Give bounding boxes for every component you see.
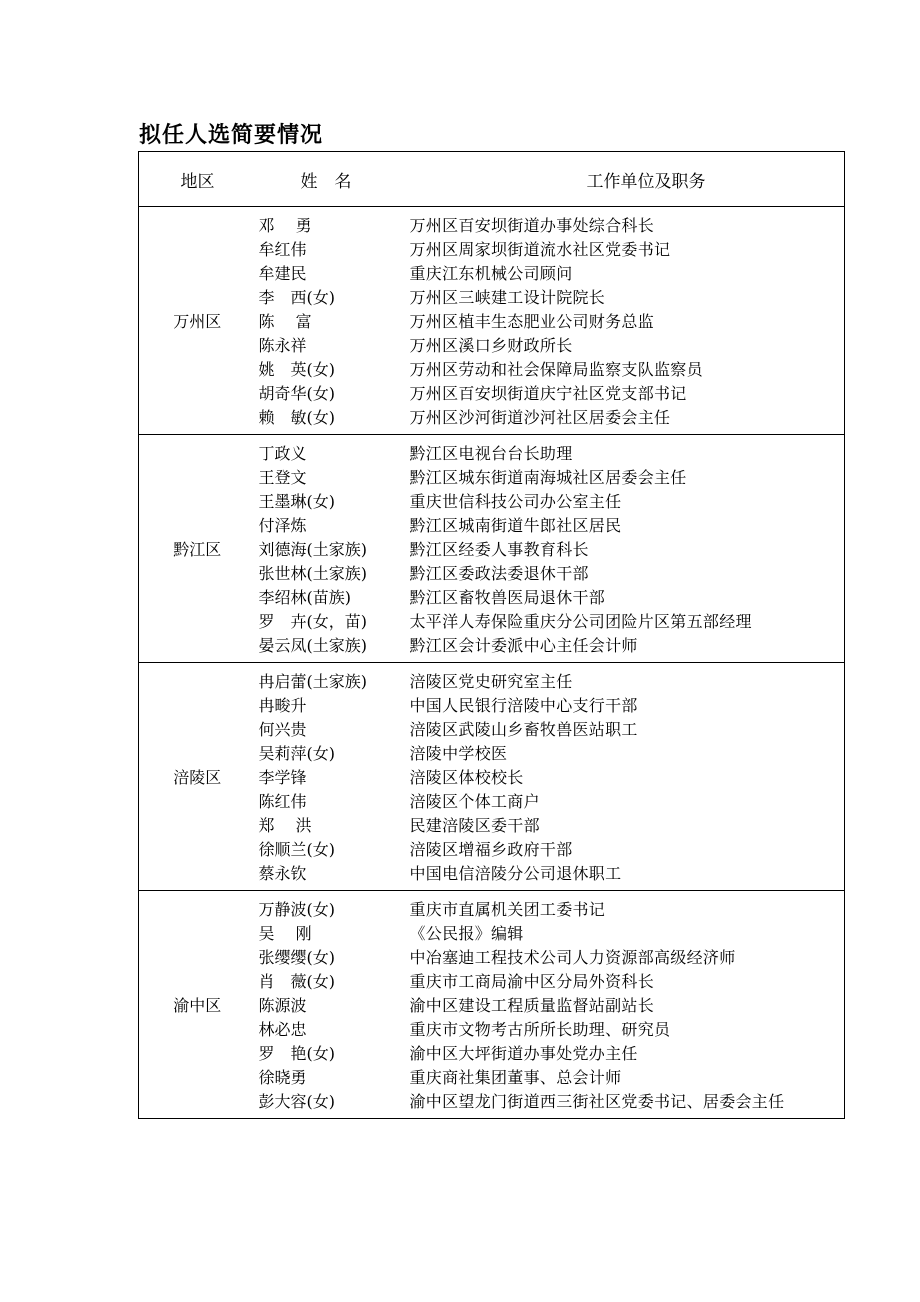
candidate-unit: 涪陵区体校校长: [409, 768, 524, 787]
candidate-name: 付泽炼: [258, 516, 307, 535]
candidate-name: 李 西(女): [258, 288, 335, 307]
candidate-unit: 中国人民银行涪陵中心支行干部: [409, 696, 638, 715]
candidate-unit: 中国电信涪陵分公司退休职工: [409, 864, 622, 883]
candidate-unit: 重庆商社集团董事、总会计师: [409, 1068, 622, 1087]
candidate-unit: 万州区周家坝街道流水社区党委书记: [409, 240, 671, 259]
list-item: [256, 262, 845, 286]
list-item: [256, 406, 845, 430]
candidate-name: 丁政义: [258, 444, 307, 463]
candidate-name: 姚 英(女): [258, 360, 335, 379]
candidate-unit: 涪陵区个体工商户: [409, 792, 540, 811]
candidate-unit: 黔江区电视台台长助理: [409, 444, 573, 463]
candidate-unit: 重庆江东机械公司顾问: [409, 264, 573, 283]
candidate-unit: 涪陵区武陵山乡畜牧兽医站职工: [409, 720, 638, 739]
list-item: [256, 610, 845, 634]
candidate-name: 邓 勇: [258, 216, 312, 235]
region-cell: 黔江区: [139, 435, 256, 663]
list-item: [256, 1042, 845, 1066]
list-item: [256, 286, 845, 310]
region-group: [139, 663, 845, 891]
candidate-name: 李绍林(苗族): [258, 588, 351, 607]
candidate-name: 徐晓勇: [258, 1068, 307, 1087]
member-list-cell: [256, 435, 845, 663]
member-list: [256, 207, 845, 434]
candidate-name: 吴莉萍(女): [258, 744, 335, 763]
candidate-unit: 重庆市文物考古所所长助理、研究员: [409, 1020, 671, 1039]
list-item: [256, 742, 845, 766]
list-item: [256, 310, 845, 334]
candidate-unit: 万州区植丰生态肥业公司财务总监: [409, 312, 655, 331]
list-item: [256, 514, 845, 538]
candidate-unit: 万州区溪口乡财政所长: [409, 336, 573, 355]
list-item: [256, 538, 845, 562]
list-item: [256, 898, 845, 922]
list-item: [256, 814, 845, 838]
list-item: [256, 1018, 845, 1042]
candidate-unit: 涪陵区增福乡政府干部: [409, 840, 573, 859]
table-header: [139, 152, 845, 207]
list-item: [256, 442, 845, 466]
list-item: [256, 694, 845, 718]
candidate-unit: 万州区沙河街道沙河社区居委会主任: [409, 408, 671, 427]
candidate-name: 陈永祥: [258, 336, 307, 355]
list-item: [256, 490, 845, 514]
list-item: [256, 634, 845, 658]
list-item: [256, 334, 845, 358]
region-group: [139, 891, 845, 1119]
candidate-name: 刘德海(土家族): [258, 540, 367, 559]
candidate-name: 林必忠: [258, 1020, 307, 1039]
candidate-name: 赖 敏(女): [258, 408, 335, 427]
candidate-name: 李学锋: [258, 768, 307, 787]
candidate-name: 蔡永钦: [258, 864, 307, 883]
table-body: [139, 207, 845, 1119]
region-cell: 涪陵区: [139, 663, 256, 891]
candidate-unit: 重庆市工商局渝中区分局外资科长: [409, 972, 655, 991]
list-item: [256, 790, 845, 814]
candidate-name: 罗 艳(女): [258, 1044, 335, 1063]
candidate-unit: 民建涪陵区委干部: [409, 816, 540, 835]
candidate-name: 肖 薇(女): [258, 972, 335, 991]
list-item: [256, 718, 845, 742]
candidate-unit: 渝中区望龙门街道西三街社区党委书记、居委会主任: [409, 1092, 785, 1111]
candidate-name: 陈源波: [258, 996, 307, 1015]
list-item: [256, 238, 845, 262]
candidate-name: 何兴贵: [258, 720, 307, 739]
candidate-unit: 《公民报》编辑: [409, 924, 524, 943]
candidate-unit: 重庆市直属机关团工委书记: [409, 900, 606, 919]
candidate-unit: 黔江区委政法委退休干部: [409, 564, 589, 583]
candidate-name: 张缨缨(女): [258, 948, 335, 967]
candidate-unit: 万州区百安坝街道办事处综合科长: [409, 216, 655, 235]
candidate-name: 牟建民: [258, 264, 307, 283]
candidate-unit: 黔江区城南街道牛郎社区居民: [409, 516, 622, 535]
header-unit: 工作单位及职务: [586, 171, 706, 192]
candidate-name: 陈红伟: [258, 792, 307, 811]
list-item: [256, 1090, 845, 1114]
member-list-cell: [256, 663, 845, 891]
candidate-name: 王登文: [258, 468, 307, 487]
member-list-cell: [256, 207, 845, 435]
candidate-unit: 涪陵中学校医: [409, 744, 508, 763]
candidate-name: 冉畯升: [258, 696, 307, 715]
candidate-name: 牟红伟: [258, 240, 307, 259]
list-item: [256, 994, 845, 1018]
list-item: [256, 466, 845, 490]
candidate-table: [138, 151, 845, 1119]
region-group: [139, 435, 845, 663]
candidate-unit: 万州区三峡建工设计院院长: [409, 288, 606, 307]
list-item: [256, 946, 845, 970]
list-item: [256, 562, 845, 586]
candidate-name: 胡奇华(女): [258, 384, 335, 403]
candidate-unit: 太平洋人寿保险重庆分公司团险片区第五部经理: [409, 612, 752, 631]
candidate-unit: 中冶塞迪工程技术公司人力资源部高级经济师: [409, 948, 736, 967]
candidate-unit: 黔江区经委人事教育科长: [409, 540, 589, 559]
header-region: 地区: [180, 171, 215, 192]
candidate-unit: 涪陵区党史研究室主任: [409, 672, 573, 691]
candidate-name: 万静波(女): [258, 900, 335, 919]
list-item: [256, 838, 845, 862]
member-list: [256, 435, 845, 662]
candidate-unit: 黔江区城东街道南海城社区居委会主任: [409, 468, 687, 487]
list-item: [256, 1066, 845, 1090]
candidate-unit: 万州区百安坝街道庆宁社区党支部书记: [409, 384, 687, 403]
candidate-name: 晏云凤(土家族): [258, 636, 367, 655]
member-list-cell: [256, 891, 845, 1119]
list-item: [256, 214, 845, 238]
list-item: [256, 358, 845, 382]
member-list: [256, 663, 845, 890]
region-cell: 渝中区: [139, 891, 256, 1119]
candidate-name: 陈 富: [258, 312, 312, 331]
header-name: 姓 名: [300, 171, 352, 192]
region-group: [139, 207, 845, 435]
member-list: [256, 891, 845, 1118]
candidate-unit: 黔江区畜牧兽医局退休干部: [409, 588, 606, 607]
list-item: [256, 670, 845, 694]
candidate-unit: 渝中区大坪街道办事处党办主任: [409, 1044, 638, 1063]
list-item: [256, 586, 845, 610]
list-item: [256, 970, 845, 994]
region-cell: 万州区: [139, 207, 256, 435]
table-header-row: [139, 152, 845, 207]
candidate-name: 郑 洪: [258, 816, 312, 835]
candidate-name: 徐顺兰(女): [258, 840, 335, 859]
candidate-name: 彭大容(女): [258, 1092, 335, 1111]
list-item: [256, 922, 845, 946]
candidate-name: 罗 卉(女，苗): [258, 612, 367, 631]
list-item: [256, 766, 845, 790]
candidate-unit: 重庆世信科技公司办公室主任: [409, 492, 622, 511]
candidate-name: 冉启蕾(土家族): [258, 672, 367, 691]
page-title: 拟任人选简要情况: [139, 123, 324, 148]
candidate-name: 张世林(土家族): [258, 564, 367, 583]
list-item: [256, 382, 845, 406]
candidate-unit: 万州区劳动和社会保障局监察支队监察员: [409, 360, 703, 379]
candidate-name: 王墨琳(女): [258, 492, 335, 511]
candidate-name: 吴 刚: [258, 924, 312, 943]
list-item: [256, 862, 845, 886]
candidate-unit: 黔江区会计委派中心主任会计师: [409, 636, 638, 655]
candidate-unit: 渝中区建设工程质量监督站副站长: [409, 996, 655, 1015]
